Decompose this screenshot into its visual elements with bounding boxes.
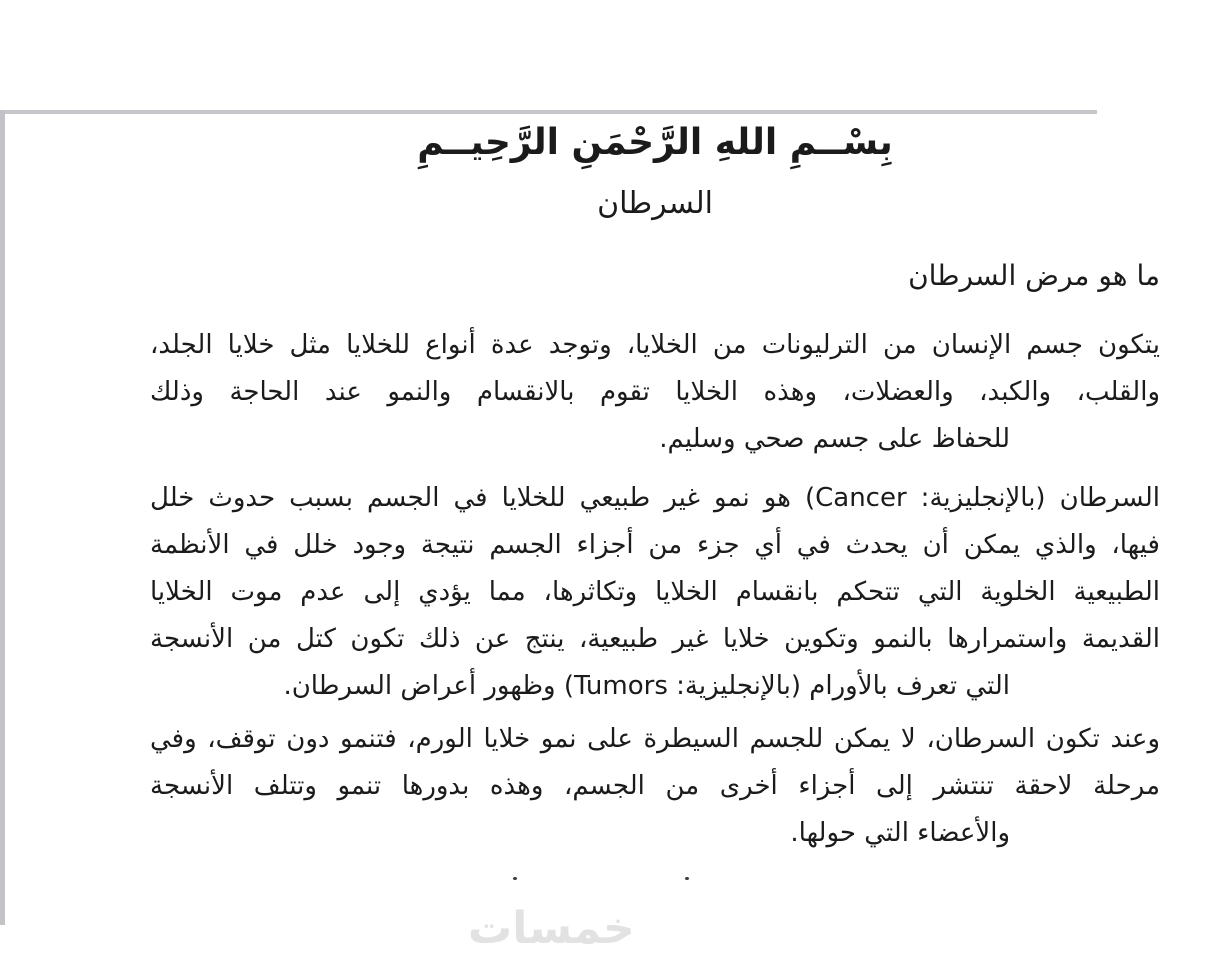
text-line: التي تعرف بالأورام (بالإنجليزية: Tumors) وظهور أعراض السرطان. bbox=[283, 671, 1010, 701]
text-line: الطبيعية الخلوية التي تتحكم بانقسام الخلايا وتكاثرها، مما يؤدي إلى عدم موت الخلايا bbox=[150, 577, 1160, 607]
page-border-left bbox=[0, 110, 5, 925]
paragraph-tumor-growth bbox=[150, 716, 1160, 857]
paragraph-body-cells bbox=[150, 322, 1160, 463]
text-line: والأعضاء التي حولها. bbox=[790, 818, 1010, 848]
bismillah-calligraphy: بِسْــمِ اللهِ الرَّحْمَنِ الرَّحِيــمِ bbox=[417, 122, 893, 163]
section-heading: ما هو مرض السرطان bbox=[908, 259, 1160, 292]
text-line: القديمة واستمرارها بالنمو وتكوين خلايا غير طبيعية، ينتج عن ذلك تكون كتل من الأنسجة bbox=[150, 624, 1160, 654]
text-line: وعند تكون السرطان، لا يمكن للجسم السيطرة على نمو خلايا الورم، فتنمو دون توقف، وفي bbox=[150, 724, 1160, 754]
text-line: مرحلة لاحقة تنتشر إلى أجزاء أخرى من الجسم، وهذه بدورها تنمو وتتلف الأنسجة bbox=[150, 771, 1160, 801]
text-line: يتكون جسم الإنسان من الترليونات من الخلايا، وتوجد عدة أنواع للخلايا مثل خلايا الجلد، bbox=[150, 330, 1160, 360]
text-line: للحفاظ على جسم صحي وسليم. bbox=[659, 424, 1010, 454]
document-title: السرطان bbox=[597, 186, 713, 221]
text-line: فيها، والذي يمكن أن يحدث في أي جزء من أجزاء الجسم نتيجة وجود خلل في الأنظمة bbox=[150, 530, 1160, 560]
text-line: والقلب، والكبد، والعضلات، وهذه الخلايا تقوم بالانقسام والنمو عند الحاجة وذلك bbox=[150, 377, 1160, 407]
paragraph-cancer-definition bbox=[150, 475, 1160, 710]
khamsat-watermark: خمسات bbox=[468, 903, 635, 954]
cutoff-text-artifact-dot bbox=[513, 877, 517, 880]
text-line: السرطان (بالإنجليزية: Cancer) هو نمو غير طبيعي للخلايا في الجسم بسبب حدوث خلل bbox=[150, 483, 1160, 513]
cutoff-text-artifact-dot bbox=[685, 877, 689, 880]
document-content bbox=[150, 112, 1160, 857]
